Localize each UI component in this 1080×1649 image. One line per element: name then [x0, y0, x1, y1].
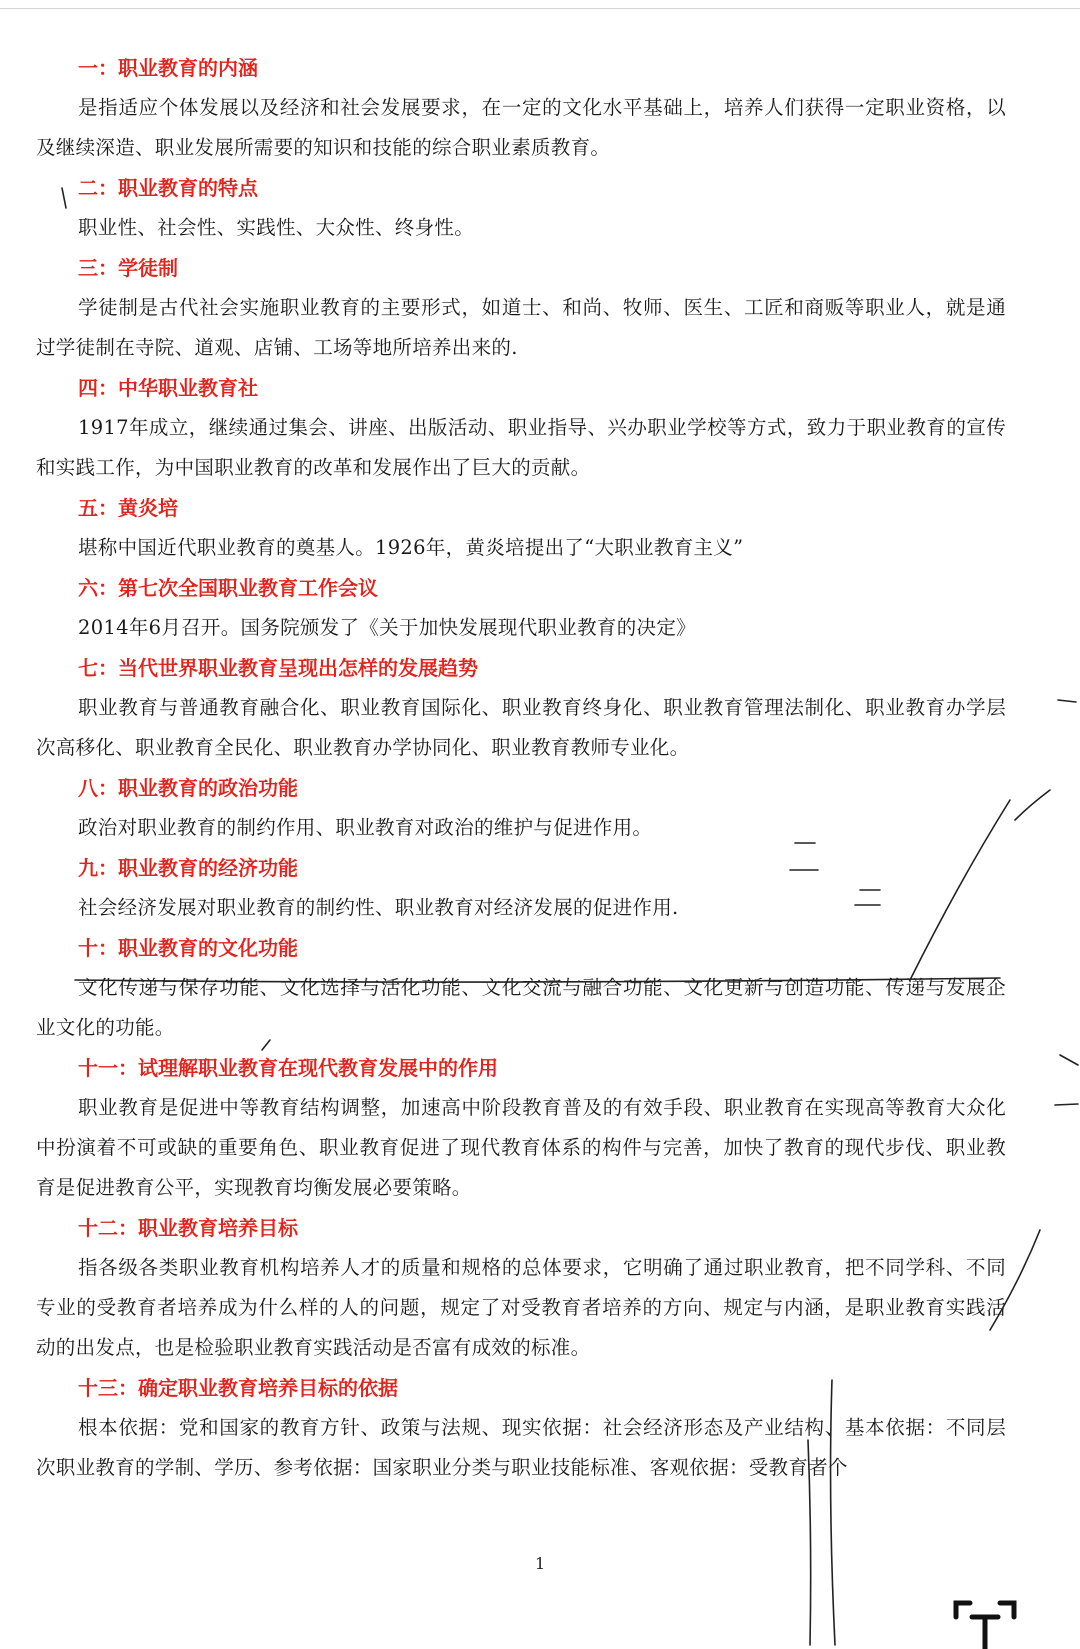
section-body: 是指适应个体发展以及经济和社会发展要求，在一定的文化水平基础上，培养人们获得一定职业资格，以及继续深造、职业发展所需要的知识和技能的综合职业素质教育。 — [36, 96, 1006, 159]
section-5 — [36, 488, 1006, 568]
section-heading: 四：中华职业教育社 — [78, 376, 258, 400]
section-11 — [36, 1048, 1006, 1208]
section-body: 2014年6月召开。国务院颁发了《关于加快发展现代职业教育的决定》 — [78, 616, 696, 639]
section-heading: 三：学徒制 — [78, 256, 178, 280]
section-body: 职业教育与普通教育融合化、职业教育国际化、职业教育终身化、职业教育管理法制化、职业教育办学层次高移化、职业教育全民化、职业教育办学协同化、职业教育教师专业化。 — [36, 696, 1006, 759]
section-body: 堪称中国近代职业教育的奠基人。1926年，黄炎培提出了“大职业教育主义” — [78, 536, 744, 559]
section-heading: 二：职业教育的特点 — [78, 176, 258, 200]
section-heading: 十二：职业教育培养目标 — [78, 1216, 298, 1240]
section-body: 1917年成立，继续通过集会、讲座、出版活动、职业指导、兴办职业学校等方式，致力于职业教育的宣传和实践工作，为中国职业教育的改革和发展作出了巨大的贡献。 — [36, 416, 1006, 479]
section-7 — [36, 648, 1006, 768]
section-heading: 八：职业教育的政治功能 — [78, 776, 298, 800]
section-heading: 六：第七次全国职业教育工作会议 — [78, 576, 378, 600]
section-heading: 十：职业教育的文化功能 — [78, 936, 298, 960]
pen-stroke — [1060, 1055, 1078, 1065]
section-body: 文化传递与保存功能、文化选择与活化功能、文化交流与融合功能、文化更新与创造功能、传递与发展企业文化的功能。 — [36, 976, 1006, 1039]
pen-stroke — [1058, 700, 1076, 702]
section-2 — [36, 168, 1006, 248]
section-10 — [36, 928, 1006, 1048]
section-body: 政治对职业教育的制约作用、职业教育对政治的维护与促进作用。 — [78, 816, 653, 839]
section-heading: 十一：试理解职业教育在现代教育发展中的作用 — [78, 1056, 498, 1080]
section-heading: 九：职业教育的经济功能 — [78, 856, 298, 880]
section-8 — [36, 768, 1006, 848]
section-13 — [36, 1368, 1006, 1488]
section-4 — [36, 368, 1006, 488]
document-content — [36, 48, 1006, 1488]
section-heading: 七：当代世界职业教育呈现出怎样的发展趋势 — [78, 656, 478, 680]
section-body: 社会经济发展对职业教育的制约性、职业教育对经济发展的促进作用. — [78, 896, 679, 919]
top-divider — [0, 8, 1080, 9]
section-body: 指各级各类职业教育机构培养人才的质量和规格的总体要求，它明确了通过职业教育，把不同学科、不同专业的受教育者培养成为什么样的人的问题，规定了对受教育者培养的方向、规定与内涵，是职业教育实践活动的出发点，也是检验职业教育实践活动是否富有成效的标准。 — [36, 1256, 1006, 1359]
pen-stroke — [1015, 790, 1050, 820]
section-body: 职业教育是促进中等教育结构调整，加速高中阶段教育普及的有效手段、职业教育在实现高等教育大众化中扮演着不可或缺的重要角色、职业教育促进了现代教育体系的构件与完善，加快了教育的现代步伐、职业教育是促进教育公平，实现教育均衡发展必要策略。 — [36, 1096, 1006, 1199]
section-body: 学徒制是古代社会实施职业教育的主要形式，如道士、和尚、牧师、医生、工匠和商贩等职业人，就是通过学徒制在寺院、道观、店铺、工场等地所培养出来的. — [36, 296, 1006, 359]
section-12 — [36, 1208, 1006, 1368]
page-number: 1 — [535, 1554, 546, 1573]
section-body: 职业性、社会性、实践性、大众性、终身性。 — [78, 216, 475, 239]
section-3 — [36, 248, 1006, 368]
section-heading: 五：黄炎培 — [78, 496, 178, 520]
section-body: 根本依据：党和国家的教育方针、政策与法规、现实依据：社会经济形态及产业结构、基本依据：不同层次职业教育的学制、学历、参考依据：国家职业分类与职业技能标准、客观依据：受教育者个 — [36, 1416, 1006, 1479]
pen-stroke — [1055, 1104, 1078, 1105]
section-9 — [36, 848, 1006, 928]
scan-text-icon[interactable] — [950, 1595, 1020, 1649]
section-heading: 十三：确定职业教育培养目标的依据 — [78, 1376, 398, 1400]
section-6 — [36, 568, 1006, 648]
section-1 — [36, 48, 1006, 168]
section-heading: 一：职业教育的内涵 — [78, 56, 258, 80]
